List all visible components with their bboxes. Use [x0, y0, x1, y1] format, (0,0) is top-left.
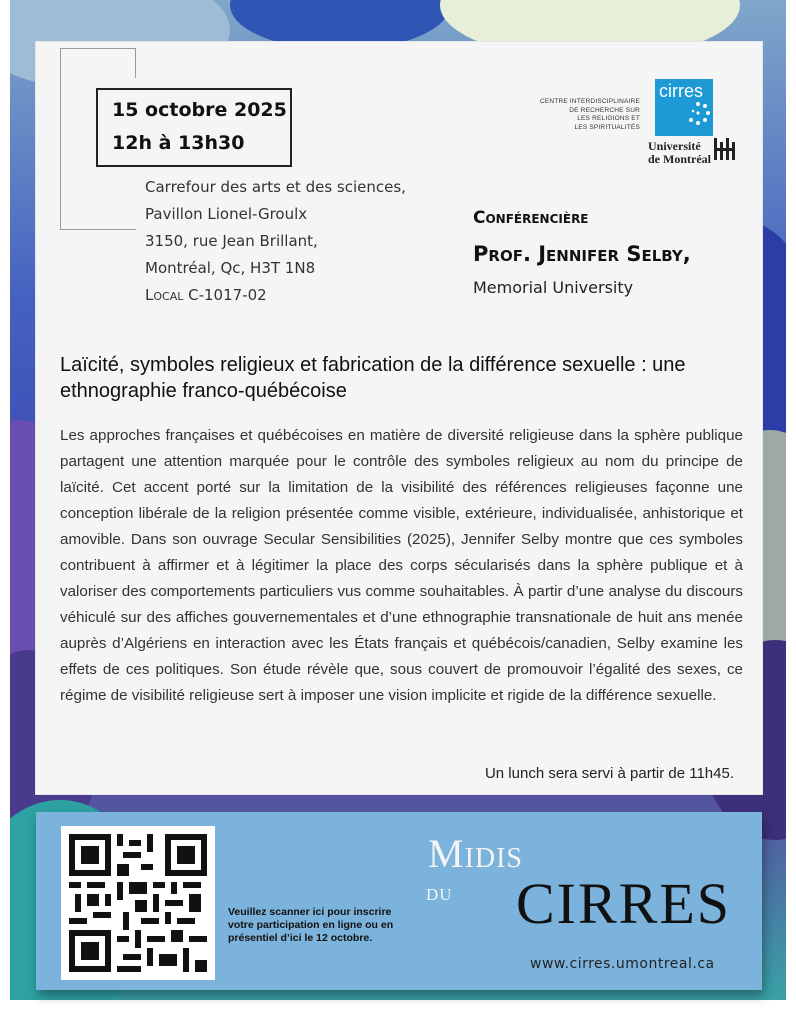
- speaker-role: Conférencière: [473, 208, 589, 228]
- lunch-note: Un lunch sera servi à partir de 11h45.: [484, 765, 734, 782]
- footer-banner: [36, 812, 762, 990]
- qr-code-icon: [69, 834, 207, 972]
- speaker-name: Prof. Jennifer Selby,: [473, 242, 691, 266]
- series-word-midis: Midis: [428, 831, 524, 876]
- event-time: 12h à 13h30: [112, 132, 245, 154]
- registration-qr-code[interactable]: [61, 826, 215, 980]
- website-link[interactable]: www.cirres.umontreal.ca: [530, 956, 715, 972]
- series-title-line3: CIRRES: [516, 871, 732, 936]
- series-word-du: du: [426, 880, 453, 906]
- cirres-logo: [655, 79, 713, 136]
- university-logo: [648, 140, 748, 166]
- address-room: Local C-1017-02: [145, 286, 267, 304]
- address-line: Pavillon Lionel-Groulx: [145, 205, 308, 223]
- event-address: [145, 174, 406, 309]
- address-line: 3150, rue Jean Brillant,: [145, 232, 318, 250]
- address-line: Carrefour des arts et des sciences,: [145, 178, 406, 196]
- series-title-line2: [426, 880, 453, 907]
- center-name-line: LES RELIGIONS ET: [577, 115, 640, 122]
- udem-emblem-icon: [712, 138, 738, 160]
- talk-abstract: Les approches françaises et québécoises en matière de diversité religieuse dans la sphère publique partagent une attention marquée pour le contrôle des symboles religieux au nom du principe de laïcité. Cet accent porté sur la limitation de la visibilité des références religieuses façonne une conception libérale de la religion présentée comme visible, extérieure, individualisée, anhistorique et amovible. Dans son ouvrage Secular Sensibilities (2025), Jennifer Selby montre que ces symboles contribuent à affirmer et à légitimer la place des corps sécularisés dans la sphère publique et à valoriser des comportements particuliers vus comme souhaitables. À partir d’une analyse du discours véhiculé sur des affiches gouvernementales et d’une ethnographie transnationale de huit ans menée auprès d’Algériens en interaction avec les États français et québécois/canadien, Selby examine les effets de ces politiques. Son étude révèle que, sous couvert de promouvoir l’égalité des sexes, ce régime de visibilité religieuse sert à imposer une vision implicite et rigide de la différence sexuelle.: [60, 427, 743, 704]
- center-name-line: LES SPIRITUALITÉS: [574, 123, 640, 131]
- date-box: [96, 88, 292, 167]
- talk-title: Laïcité, symboles religieux et fabrication de la différence sexuelle : une ethnographie franco-québécoise: [60, 354, 686, 402]
- center-name-line: CENTRE INTERDISCIPLINAIRE: [540, 98, 640, 105]
- event-date: 15 octobre 2025: [112, 99, 287, 121]
- cirres-wordmark: cirres: [659, 81, 703, 101]
- dots-icon: [685, 101, 711, 127]
- center-name: [522, 98, 640, 132]
- series-title-line1: [428, 830, 523, 877]
- registration-instructions: Veuillez scanner ici pour inscrire votre participation en ligne ou en présentiel d’ici le 12 octobre.: [228, 906, 394, 944]
- decorative-frame-top: [60, 48, 136, 78]
- university-line: Université: [648, 139, 701, 153]
- center-name-line: DE RECHERCHE SUR: [569, 106, 640, 114]
- university-line: de Montréal: [648, 152, 711, 166]
- speaker-affiliation: Memorial University: [473, 278, 634, 297]
- address-line: Montréal, Qc, H3T 1N8: [145, 259, 316, 277]
